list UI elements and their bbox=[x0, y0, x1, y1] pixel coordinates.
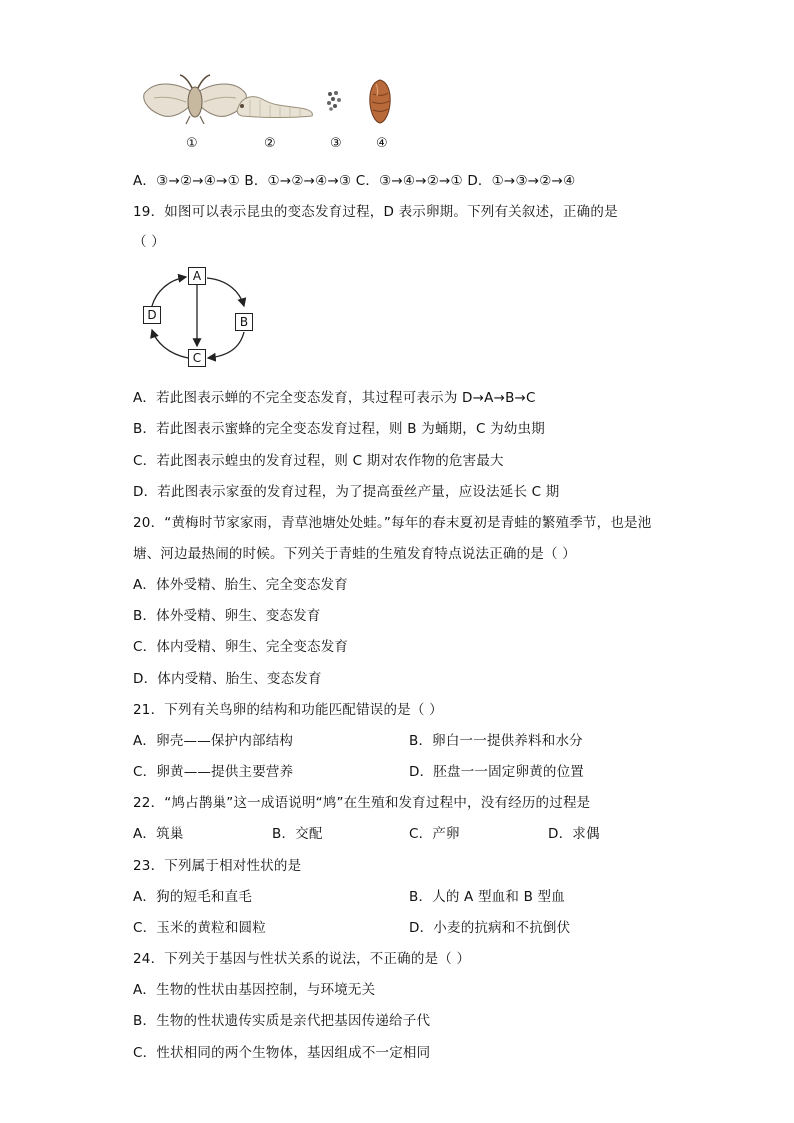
q20-option-d: D．体内受精、胎生、变态发育 bbox=[133, 671, 322, 687]
q20-option-a: A．体外受精、胎生、完全变态发育 bbox=[133, 577, 348, 593]
q24-stem: 24．下列关于基因与性状关系的说法，不正确的是（ ） bbox=[133, 951, 471, 967]
q24-option-a: A．生物的性状由基因控制，与环境无关 bbox=[133, 982, 376, 998]
q21-option-a: A．卵壳——保护内部结构 bbox=[133, 733, 294, 749]
silkworm-pupa-image bbox=[368, 78, 392, 124]
q19-stem: 19．如图可以表示昆虫的变态发育过程，D 表示卵期。下列有关叙述，正确的是 bbox=[133, 204, 618, 220]
q20-stem-line1: 20．“黄梅时节家家雨，青草池塘处处蛙。”每年的春末夏初是青蛙的繁殖季节，也是池 bbox=[133, 515, 652, 531]
diagram-node-a: A bbox=[188, 267, 206, 285]
q21-option-c: C．卵黄——提供主要营养 bbox=[133, 764, 294, 780]
silkworm-larva-image bbox=[234, 90, 316, 120]
stage-label-2: ② bbox=[264, 136, 276, 151]
q22-option-d: D．求偶 bbox=[548, 826, 600, 842]
q22-option-c: C．产卵 bbox=[409, 826, 460, 842]
q19-option-b: B．若此图表示蜜蜂的完全变态发育过程，则 B 为蛹期，C 为幼虫期 bbox=[133, 421, 545, 437]
q22-stem: 22．“鸠占鹊巢”这一成语说明“鸠”在生殖和发育过程中，没有经历的过程是 bbox=[133, 795, 591, 811]
q22-option-b: B．交配 bbox=[272, 826, 323, 842]
q23-option-a: A．狗的短毛和直毛 bbox=[133, 889, 253, 905]
stage-label-1: ① bbox=[186, 136, 198, 151]
q19-answer-paren: （ ） bbox=[133, 234, 165, 250]
diagram-node-b: B bbox=[235, 313, 253, 331]
q24-option-c: C．性状相同的两个生物体，基因组成不一定相同 bbox=[133, 1045, 431, 1061]
q23-option-d: D．小麦的抗病和不抗倒伏 bbox=[409, 920, 571, 936]
q20-stem-line2: 塘、河边最热闹的时候。下列关于青蛙的生殖发育特点说法正确的是（ ） bbox=[133, 546, 576, 562]
q23-option-b: B．人的 A 型血和 B 型血 bbox=[409, 889, 565, 905]
q21-stem: 21．下列有关鸟卵的结构和功能匹配错误的是（ ） bbox=[133, 702, 443, 718]
q21-option-b: B．卵白一一提供养料和水分 bbox=[409, 733, 583, 749]
q19-option-d: D．若此图表示家蚕的发育过程，为了提高蚕丝产量，应设法延长 C 期 bbox=[133, 484, 560, 500]
q19-option-a: A．若此图表示蝉的不完全变态发育，其过程可表示为 D→A→B→C bbox=[133, 390, 536, 406]
stage-label-3: ③ bbox=[330, 136, 342, 151]
q20-option-b: B．体外受精、卵生、变态发育 bbox=[133, 608, 321, 624]
q22-option-a: A．筑巢 bbox=[133, 826, 184, 842]
q18-options: A．③→②→④→① B．①→②→④→③ C．③→④→②→① D．①→③→②→④ bbox=[133, 173, 576, 189]
q23-stem: 23．下列属于相对性状的是 bbox=[133, 858, 302, 874]
q21-option-d: D．胚盘一一固定卵黄的位置 bbox=[409, 764, 584, 780]
q24-option-b: B．生物的性状遗传实质是亲代把基因传递给子代 bbox=[133, 1013, 431, 1029]
q23-option-c: C．玉米的黄粒和圆粒 bbox=[133, 920, 266, 936]
silkworm-eggs-image bbox=[326, 90, 342, 112]
diagram-node-c: C bbox=[188, 349, 206, 367]
q19-option-c: C．若此图表示蝗虫的发育过程，则 C 期对农作物的危害最大 bbox=[133, 453, 504, 469]
diagram-node-d: D bbox=[143, 306, 161, 324]
stage-label-4: ④ bbox=[376, 136, 388, 151]
q20-option-c: C．体内受精、卵生、完全变态发育 bbox=[133, 639, 349, 655]
